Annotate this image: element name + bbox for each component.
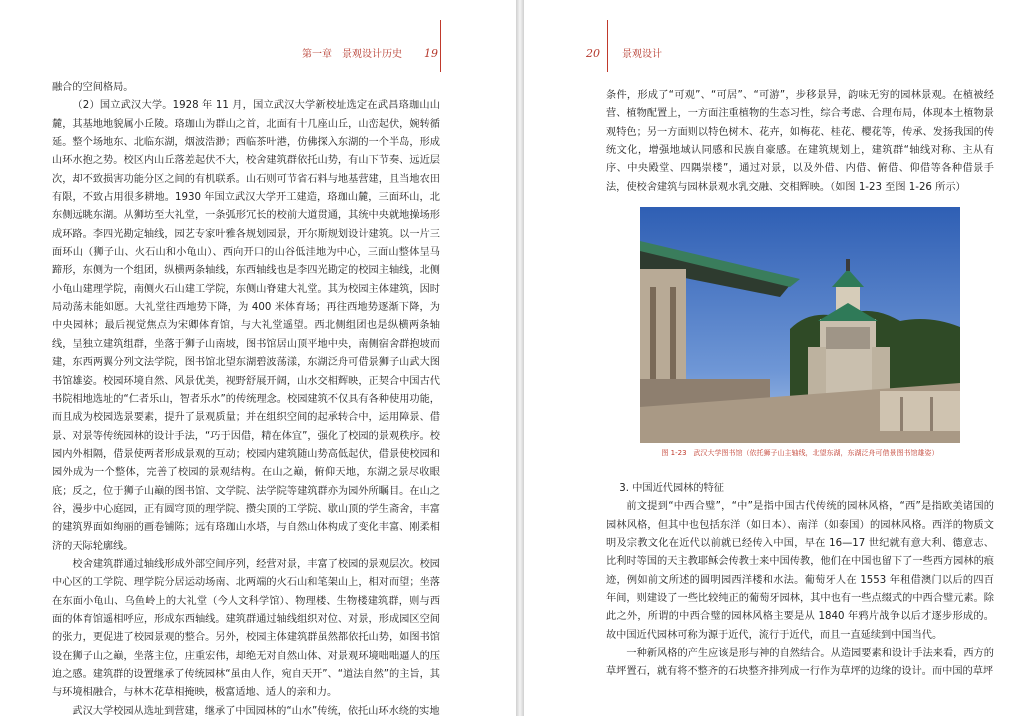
right-page xyxy=(524,0,1032,716)
page-number-left: 19 xyxy=(424,47,438,60)
book-gutter xyxy=(516,0,524,716)
section-title: 景观设计 xyxy=(622,49,662,60)
running-header-right xyxy=(586,45,662,60)
paragraph: 条件，形成了“可观”、“可居”、“可游”，步移景异，韵味无穷的园林景观。在植被经营、植物配置上，一方面注重植物的生态习性，综合考虑、合理布局，体现本土植物景观特色；另一方面则以特色树木、花卉，如梅花、桂花、樱花等，传承、发扬我国的传统文化，增强地域认同感和民族自豪感。在建筑规划上，建筑群“轴线对称、主从有序、中央殿堂、四隅崇楼”，通过对景，以及外借、内借、俯借、仰借等各种借景手法，使校舍建筑与园林景观水乳交融、交相辉映。（如图 1-23 至图 1-26 所示） xyxy=(606,90,994,193)
figure-caption: 图 1-23 武汉大学图书馆（依托狮子山主轴线，北望东湖，东湖泛舟可借景图书馆雄姿） xyxy=(661,449,939,457)
left-body-text xyxy=(52,79,440,716)
right-body-text-top xyxy=(606,87,994,197)
running-header-left xyxy=(302,45,438,60)
paragraph: 融合的空间格局。 xyxy=(52,82,134,93)
paragraph: 武汉大学校园从选址到营建，继承了中国园林的“山水”传统，依托山环水绕的实地 xyxy=(72,705,440,716)
chapter-title: 第一章 景观设计历史 xyxy=(302,49,402,60)
paragraph: （2）国立武汉大学。1928 年 11 月，国立武汉大学新校址选定在武昌珞珈山山麓，其基地地貌属小丘陵。珞珈山为群山之首，北面有十几座山丘，山峦起伏，婉转循延。整个场地东、北临东湖，烟波浩渺；西临茶叶港，仿佛探入东湖的一个半岛，形成山环水抱之势。校区内山丘落差起伏不大，校舍建筑群依托山势，有山下节奏、远近层次，却不致损害功能分区之间的有机联系。山石则可节省石料与地基营建，且当地农田有限，不致占用很多耕地。1930 年国立武汉大学开工建造，珞珈山麓，三面环山，北东侧远眺东湖。从狮坊至大礼堂，一条弧形冗长的校前大道贯通，其统中央就地操场形成环路。李四光勘定轴线，园艺专家叶雅各规划园景，开尔斯规划设计建筑。以一片三面环山（狮子山、火石山和小龟山）、西向开口的山谷低洼地为中心，三面山整体呈马蹄形，东侧为一个组团，纵横两条轴线，东西轴线也是李四光勘定的校园主轴线，北侧小龟山建理学院，南侧火石山建工学院，东侧山脊建大礼堂。其为校园主体建筑，因时局动荡未能如愿。大礼堂往西地势下降，为 400 米体育场；再往西地势逐渐下降，为中央园林；最后视觉焦点为宋卿体育馆，与大礼堂遥望。西北侧组团也是纵横两条轴线，呈独立建筑组群，坐落于狮子山南坡，图书馆居山顶平地中央，南侧宿舍群抱坡而建，东西两翼分列文法学院，图书馆北望东湖碧波荡漾，东湖泛舟可借景狮子山武大图书馆雄姿。校园环境自然、风景优美，视野舒展开阔，山水交相辉映，正契合中国古代书院相地选址的“仁者乐山，智者乐水”的传统理念。校园建筑不仅具有各种使用功能，而且成为校园选景要素，提升了景观质量；并在组织空间的起承转合中，运用障景、借景、对景等传统园林的设计手法，“巧于因借，精在体宜”，强化了校园的景观秩序。校园内外相隔，借景使两者形成景观的互动；校园内建筑随山势高低起伏，借景使校园和园外成为一个整体，完善了校园的景观结构。在山之巅，俯仰天地，东湖之景尽收眼底；反之，位于狮子山巅的图书馆、文学院、法学院等建筑群亦为园外所瞩目。在山之谷，漫步中心庭园，正有圆穹顶的理学院、攒尖顶的工学院、歇山顶的学生斋舍，丰富的建筑界面如绚丽的画卷铺陈；远有珞珈山水塔，与自然山体构成了变化丰富、刚柔相济的天际轮廓线。 xyxy=(52,100,440,552)
paragraph: 校舍建筑群通过轴线形成外部空间序列，经营对景，丰富了校园的景观层次。校园中心区的工学院、理学院分居运动场南、北两端的火石山和笔架山上，相对而望；坐落在东面小龟山、乌鱼岭上的大礼堂（今人文科学馆）、物理楼、生物楼建筑群，则与西面的体育馆遥相呼应，形成东西轴线。建筑群通过轴线组织对位、对景，形成园区空间的张力，更促进了校园景观的整合。另外，校园主体建筑群虽然都依托山势，如图书馆设在狮子山之巅，坐落主位，庄重宏伟，却绝无对自然山体、对景观环境咄咄逼人的压迫之感。建筑群的设置继承了传统园林“虽由人作，宛自天开”、“道法自然”的主旨，其与环境相融合，与林木花草相掩映，极富适地、适人的亲和力。 xyxy=(52,558,440,699)
section-heading: 3. 中国近代园林的特征 xyxy=(619,483,724,494)
page-number-right: 20 xyxy=(586,47,600,60)
paragraph: 前文提到“中西合璧”，“中”是指中国古代传统的园林风格，“西”是指欧美诸国的园林风格，但其中也包括东洋（如日本）、南洋（如泰国）的园林风格。西洋的物质文明及宗教文化在近代以前就已经传入中国，早在 16—17 世纪就有意大利、德意志、比利时等国的天主教耶稣会传教士来中国传教，他们在中国也留下了一些西方园林的痕迹，例如前文所述的圆明园西洋楼和水法。葡萄牙人在 1553 年租借澳门以后的四百年间，则建设了一些比较纯正的葡萄牙园林，其中也有一些点缀式的中西合璧元素。除此之外，所谓的中西合璧的园林风格主要是从 1840 年鸦片战争以后才逐步形成的。故中国近代园林可称为源于近代，流行于近代，而且一直延续到中国当代。 xyxy=(606,501,994,641)
header-divider xyxy=(440,20,441,72)
library-photo xyxy=(640,207,960,443)
right-body-text-bottom xyxy=(606,480,994,682)
paragraph: 一种新风格的产生应该是形与神的自然结合。从造园要素和设计手法来看，西方的草坪置石，就有将不整齐的石块整齐排列成一行作为草坪的边缘的设计。而中国的草坪 xyxy=(606,648,994,678)
